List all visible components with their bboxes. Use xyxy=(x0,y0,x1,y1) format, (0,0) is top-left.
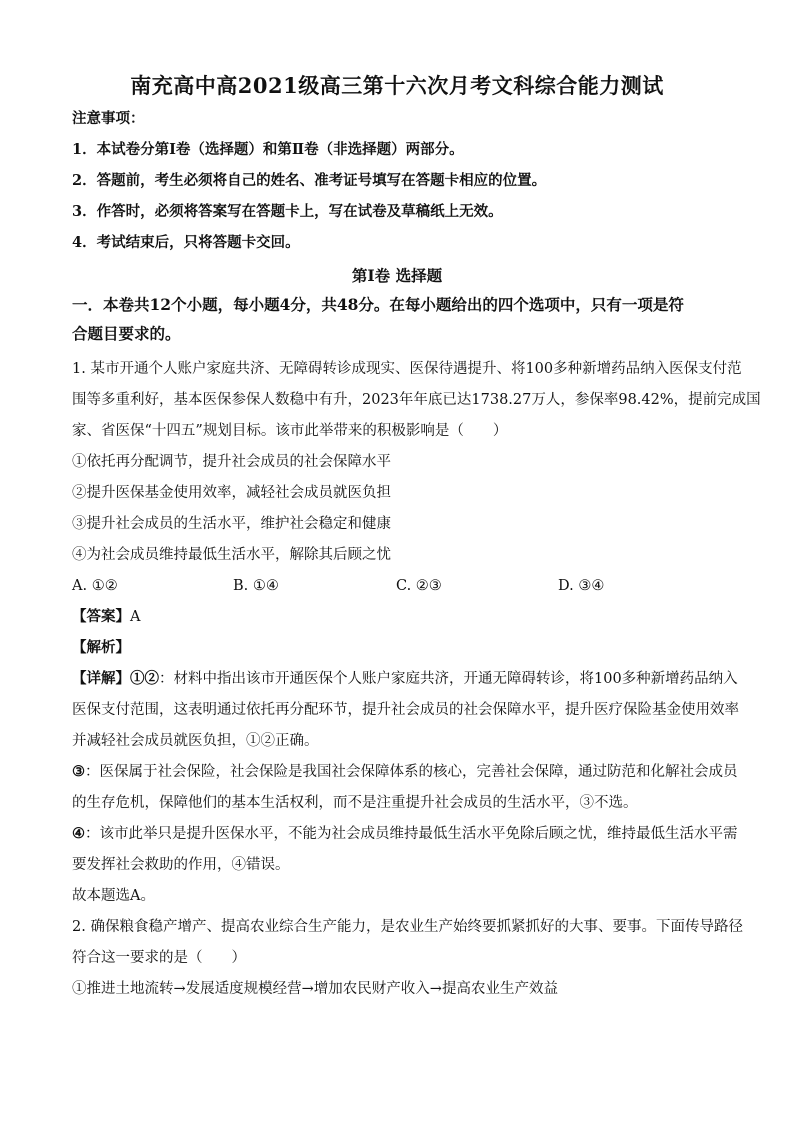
q1-analysis-tag xyxy=(72,638,732,658)
answer-tag: 【答案】 xyxy=(72,608,130,625)
page-title: 南充高中高2021级高三第十六次月考文科综合能力测试 xyxy=(130,73,664,98)
q1-stem-line: 围等多重利好，基本医保参保人数稳中有升，2023年年底已达1738.27万人，参保率98.42%，提前完成国 xyxy=(72,392,761,408)
section-intro-line: 合题目要求的。 xyxy=(72,324,181,343)
analysis-tag: 【解析】 xyxy=(72,639,130,656)
q2-stem-line: 2. 确保粮食稳产增产、提高农业综合生产能力，是农业生产始终要抓紧抓好的大事、要事。下面传导路径 xyxy=(72,919,743,935)
q1-statement: ②提升医保基金使用效率，减轻社会成员就医负担 xyxy=(72,485,391,501)
section-title: 第Ⅰ卷 选择题 xyxy=(351,266,443,285)
detail-p3-head: ④ xyxy=(72,825,85,842)
q1-option-c: C. ②③ xyxy=(396,578,442,594)
q2-stem-line: 符合这一要求的是（ ） xyxy=(72,950,246,966)
detail-tag: 【详解】 xyxy=(72,670,130,687)
q1-option-a: A. ①② xyxy=(72,578,118,594)
notice-item: 4．考试结束后，只将答题卡交回。 xyxy=(72,234,300,251)
detail-p1-head: ①② xyxy=(130,670,159,687)
q1-detail-line xyxy=(72,762,738,782)
q1-option-d: D. ③④ xyxy=(558,578,605,594)
q1-stem-line: 家、省医保“十四五”规划目标。该市此举带来的积极影响是（ ） xyxy=(72,423,508,439)
detail-p1-text: ：材料中指出该市开通医保个人账户家庭共济，开通无障碍转诊，将100多种新增药品纳入 xyxy=(159,671,738,687)
q1-statement: ③提升社会成员的生活水平，维护社会稳定和健康 xyxy=(72,516,391,532)
notice-heading: 注意事项： xyxy=(72,110,145,127)
answer-value: A xyxy=(130,609,141,625)
q1-stem-line: 1. 某市开通个人账户家庭共济、无障碍转诊成现实、医保待遇提升、将100多种新增药品纳入医保支付范 xyxy=(72,361,742,377)
q1-detail-line: 医保支付范围，这表明通过依托再分配环节，提升社会成员的社会保障水平，提升医疗保险基金使用效率 xyxy=(72,702,739,718)
q2-statement: ①推进土地流转→发展适度规模经营→增加农民财产收入→提高农业生产效益 xyxy=(72,981,558,997)
q1-answer xyxy=(72,607,732,627)
detail-p2-head: ③ xyxy=(72,763,85,780)
q1-detail-line: 并减轻社会成员就医负担，①②正确。 xyxy=(72,733,319,749)
q1-conclusion: 故本题选A。 xyxy=(72,888,155,904)
detail-p2-text: ：医保属于社会保险，社会保险是我国社会保障体系的核心，完善社会保障，通过防范和化解社会成员 xyxy=(85,764,738,780)
q1-option-b: B. ①④ xyxy=(233,578,279,594)
q1-statement: ④为社会成员维持最低生活水平，解除其后顾之忧 xyxy=(72,547,391,563)
q1-detail-line xyxy=(72,669,738,689)
section-intro-line: 一．本卷共12个小题，每小题4分，共48分。在每小题给出的四个选项中，只有一项是符 xyxy=(72,295,684,314)
q1-detail-line: 要发挥社会救助的作用，④错误。 xyxy=(72,857,290,873)
q1-statement: ①依托再分配调节，提升社会成员的社会保障水平 xyxy=(72,454,391,470)
q1-detail-line xyxy=(72,824,738,844)
detail-p3-text: ：该市此举只是提升医保水平，不能为社会成员维持最低生活水平免除后顾之忧，维持最低生活水平需 xyxy=(85,826,738,842)
notice-item: 2．答题前，考生必须将自己的姓名、准考证号填写在答题卡相应的位置。 xyxy=(72,172,547,189)
notice-item: 3．作答时，必须将答案写在答题卡上，写在试卷及草稿纸上无效。 xyxy=(72,203,503,220)
q1-detail-line: 的生存危机，保障他们的基本生活权利，而不是注重提升社会成员的生活水平，③不选。 xyxy=(72,795,638,811)
notice-item: 1．本试卷分第Ⅰ卷（选择题）和第Ⅱ卷（非选择题）两部分。 xyxy=(72,141,464,158)
